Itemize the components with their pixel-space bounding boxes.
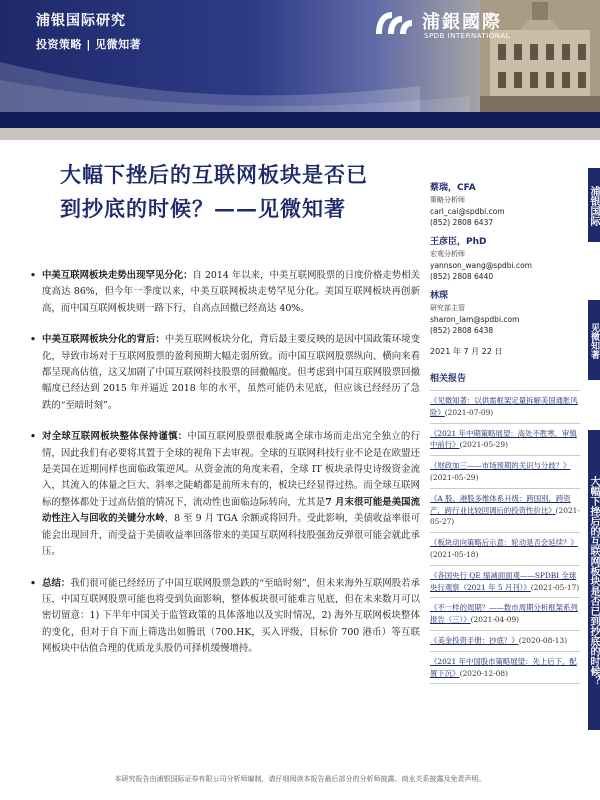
related-report-title[interactable]: 《财政加三——市场预期的关识与分歧？》 xyxy=(430,461,571,471)
logo-english-name: SPDB INTERNATIONAL xyxy=(424,32,511,40)
key-point-2 xyxy=(30,332,420,414)
key-point-4-lead: 总结： xyxy=(42,577,71,589)
report-body xyxy=(30,268,420,673)
analyst-role: 策略分析师 xyxy=(430,196,465,204)
related-report-item[interactable] xyxy=(430,424,580,457)
report-title xyxy=(60,158,420,226)
related-report-title[interactable]: 《见微知著：以供需框架定量拆解美国通胀风险》 xyxy=(430,396,578,417)
logo-chinese-name: 浦銀國際 xyxy=(422,12,502,33)
header-dark-band xyxy=(0,112,600,128)
related-report-item[interactable] xyxy=(430,631,580,652)
report-title-line-1: 大幅下挫后的互联网板块是否已 xyxy=(60,162,368,187)
key-point-4 xyxy=(30,576,420,658)
related-report-date: (2021-05-29) xyxy=(459,440,508,450)
analyst-phone: (852) 2808 6438 xyxy=(430,326,494,335)
related-report-item[interactable] xyxy=(430,489,580,533)
key-point-1 xyxy=(30,268,420,317)
key-point-1-lead: 中美互联网板块走势出现罕见分化： xyxy=(42,270,193,281)
key-point-3-lead: 对全球互联网板块整体保持谨慎： xyxy=(42,431,188,443)
analyst-name: 王彦臣，PhD xyxy=(430,237,487,247)
report-title-line-2: 到抄底的时候？——见微知著 xyxy=(60,196,346,221)
related-report-date: (2021-07-09) xyxy=(444,407,494,417)
bullet-icon: • xyxy=(30,577,36,589)
key-point-4-text: 我们很可能已经经历了中国互联网股票急跌的“至暗时刻”，但未来海外互联网股若承压，中国互联网股票可能也将受到负面影响，整体板块很可能难言见底，但在未来数月可以密切留意：1) 下半年中国关于监管政策的具体落地以及实时情况，2) 海外互联网板块整体的变化，但对于自下而上筛选出如腾讯（700.HK，买入评级，目标价 700 港币）等互联网板块中估值合理的优质龙头股仍可择机缓慢增持。 xyxy=(42,577,420,655)
related-reports-list xyxy=(430,390,580,684)
analyst-phone: (852) 2808 6440 xyxy=(430,272,494,281)
report-header xyxy=(0,0,600,140)
related-report-date: (2020-12-08) xyxy=(459,668,508,678)
related-report-title[interactable]: 《不一样的周期？——数市周期分析框架系列报告（三）》 xyxy=(430,603,578,625)
series-side-label: 见微知著 xyxy=(589,323,599,359)
key-point-3 xyxy=(30,429,420,560)
key-point-3-emphasis: 7 月末很可能是美国流动性注入与回收的关键分水岭 xyxy=(42,496,420,525)
analyst-card xyxy=(430,290,580,336)
bullet-icon: • xyxy=(30,270,36,281)
spdb-logo-icon xyxy=(372,8,416,38)
related-report-title[interactable]: 《2021 年中国股市策略展望：先上后下，配置下沉》 xyxy=(430,656,577,678)
key-point-2-lead: 中美互联网板块分化的背后： xyxy=(42,334,165,346)
title-side-label: 大幅下挫后的互联网板块是否已到抄底的时候？ xyxy=(588,476,599,686)
analyst-name: 蔡瑞，CFA xyxy=(430,183,476,193)
related-report-date: (2021-05-18) xyxy=(430,549,479,559)
related-reports-heading: 相关报告 xyxy=(430,374,467,384)
brand-side-label: 浦银国际 xyxy=(588,186,599,226)
analyst-name: 林琛 xyxy=(430,291,449,301)
header-light-band xyxy=(0,128,600,140)
disclaimer-footer: 本研究报告由浦银国际证券有限公司分析师编制，请仔细阅读本报告最后部分的分析师披露、商业关系披露及免责声明。 xyxy=(114,775,486,783)
related-report-date: (2021-05-17) xyxy=(530,582,580,592)
key-point-3-text-a: 中国互联网股票很难脱离全球市场而走出完全独立的行情，因此我们有必要将其置于全球的视角下去审视。全球的互联网科技行业不论是在欧盟还是美国在近期同样也面临政策逆风。从资金流的角度来看，全球 IT 板块录得史诗级资金流入，其流入的体量之巨大、斜率之陡峭都是前所未有的，板块已经显得过热。而全球互联网标的整体都处于过高估值的情况下，流动性也面临边际转向，尤其是 xyxy=(42,431,420,508)
report-date: 2021 年 7 月 22 日 xyxy=(430,347,503,356)
related-report-date: (2021-05-27) xyxy=(430,505,580,527)
related-report-title[interactable]: 《板块动向策略后示意：轮动是否会延续？》 xyxy=(430,538,578,548)
related-report-item[interactable] xyxy=(430,533,580,566)
related-report-title[interactable]: 《各国央行 QE 缩减面面观——SPDBI 全球央行观察（2021 年 5 月刊）》 xyxy=(430,570,577,592)
analyst-sidebar xyxy=(430,182,580,684)
analyst-card xyxy=(430,182,580,228)
related-report-item[interactable] xyxy=(430,598,580,631)
analyst-card xyxy=(430,236,580,282)
related-report-item[interactable] xyxy=(430,566,580,599)
key-point-3-text-b: ，8 至 9 月 TGA 余额或将回升。受此影响，美债收益率很可能会出现回升，而受益于美债收益率回落带来的美国互联网科技股强劲反弹很可能会就此承压。 xyxy=(42,513,420,558)
analyst-email[interactable]: carl_cai@spdbi.com xyxy=(430,207,505,216)
related-report-title[interactable]: 《美金投资手册：抄底？》 xyxy=(430,635,519,645)
related-report-date: (2020-08-13) xyxy=(518,635,568,645)
analyst-email[interactable]: yannson_wang@spdbi.com xyxy=(430,261,532,270)
related-report-title[interactable]: 《2021 年中期策略展望：高处不胜寒，审慎中前行》 xyxy=(430,428,577,450)
related-report-title[interactable]: 《A 股、港股多维体系升级：跨国别，跨资产，跨行业比较回调后的投资性价比》 xyxy=(430,493,571,515)
analyst-role: 研究部主管 xyxy=(430,304,465,312)
analyst-email[interactable]: sharon_lam@spdbi.com xyxy=(430,315,520,324)
brand-title: 浦银国际研究 xyxy=(36,13,126,29)
analyst-role: 宏观分析师 xyxy=(430,250,465,258)
related-report-date: (2021-05-29) xyxy=(430,472,479,482)
related-report-item[interactable] xyxy=(430,456,580,489)
analyst-phone: (852) 2808 6437 xyxy=(430,218,494,227)
key-point-1-text: 自 2014 年以来，中美互联网股票的日度价格走势相关度高达 86%，但今年一季度以来，中美互联网板块走势罕见分化。美国互联网板块再创新高，而中国互联网板块则一路下行，自高点回撤已经高达 40%。 xyxy=(42,270,420,314)
related-report-item[interactable] xyxy=(430,652,580,685)
bullet-icon: • xyxy=(30,334,36,346)
related-report-item[interactable] xyxy=(430,391,580,424)
related-report-date: (2021-04-09) xyxy=(470,615,520,625)
report-series-subtitle: 投资策略 | 见微知著 xyxy=(36,38,142,51)
key-point-2-text: 中美互联网板块分化，背后最主要反映的是因中国政策环境变化，导致市场对于互联网股票的盈利预期大幅走弱所致。而中国互联网股票纵向、横向来看都呈现高估值，这又加剧了中国互联网科技股票的回撤幅度。但考虑到中国互联网股票回撤幅度已经达到 2015 年并逼近 2018 年的水平，虽然可能仍未见底，但应该已经经历了急跌的“至暗时刻”。 xyxy=(42,334,420,411)
bullet-icon: • xyxy=(30,431,36,443)
